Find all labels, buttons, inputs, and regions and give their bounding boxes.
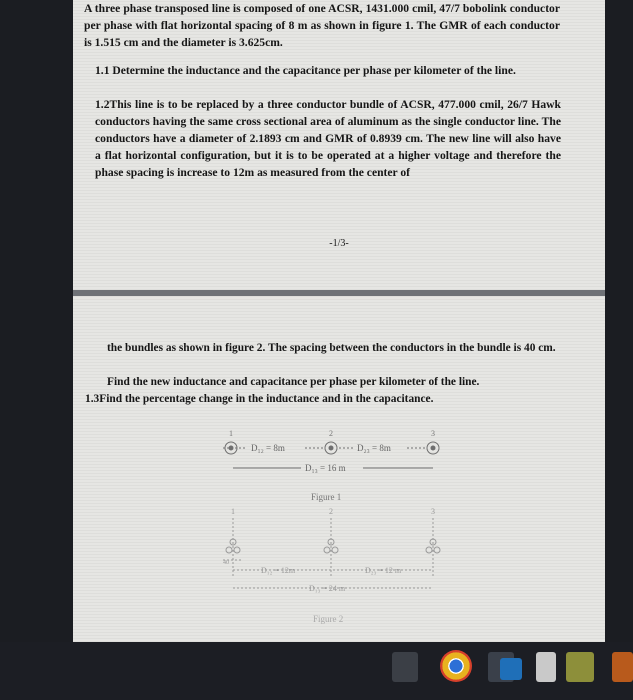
taskbar: [0, 642, 633, 700]
fig1-label-3: 3: [431, 429, 435, 438]
question-1-2-continued: the bundles as shown in figure 2. The spacing between the conductors in the bundle is 40 cm.: [107, 342, 556, 354]
fig2-d12: D₁₂ = 12m: [261, 566, 296, 575]
figure-2: [223, 518, 440, 588]
fig1-d12: D₁₂ = 8m: [251, 443, 285, 453]
document-page-1: [73, 0, 605, 290]
app-icon[interactable]: [612, 652, 633, 682]
figure-1-caption: Figure 1: [311, 492, 342, 502]
question-1-3: 1.3Find the percentage change in the inductance and in the capacitance.: [85, 393, 434, 405]
find-instruction: Find the new inductance and capacitance per phase per kilometer of the line.: [107, 376, 480, 388]
store-icon[interactable]: [566, 652, 594, 682]
fig2-d23: D₂₃ = 12 m: [365, 566, 402, 575]
photos-icon[interactable]: [500, 658, 522, 680]
lock-icon[interactable]: [536, 652, 556, 682]
fig1-label-1: 1: [229, 429, 233, 438]
fig2-d13: D₁₃ = 24 m: [309, 584, 346, 593]
figures: [73, 416, 605, 642]
fig1-d23: D₂₃ = 8m: [357, 443, 391, 453]
question-1-2: 1.2This line is to be replaced by a three conductor bundle of ACSR, 477.000 cmil, 26/7 Hawk conductors having the same cross sectional area of aluminum as the single conductor line. The conductors have a diameter of 2.1893 cm and GMR of 0.8939 cm. The new line will also have a flat horizontal configuration, but it is to be operated at a higher voltage and therefore the phase spacing is increase to 12m as measured from the center of: [95, 98, 561, 179]
document-page-2: [73, 296, 605, 642]
question-1-1: 1.1 Determine the inductance and the capacitance per phase per kilometer of the line.: [95, 64, 516, 77]
calculator-icon[interactable]: [392, 652, 418, 682]
fig2-label-2: 2: [329, 507, 333, 516]
page-number: -1/3-: [329, 238, 349, 249]
fig2-label-3: 3: [431, 507, 435, 516]
problem-intro: A three phase transposed line is composed of one ACSR, 1431.000 cmil, 47/7 bobolink conductor per phase with flat horizontal spacing of 8 m as shown in figure 1. The GMR of each conductor is 1.515 cm and the diameter is 3.625cm.: [84, 2, 560, 49]
fig2-label-1: 1: [231, 507, 235, 516]
fig1-label-2: 2: [329, 429, 333, 438]
figure-2-caption: Figure 2: [313, 614, 344, 624]
fig1-d13: D₁₃ = 16 m: [305, 463, 346, 473]
chrome-icon[interactable]: [440, 650, 472, 682]
fig2-spacing: 40: [223, 560, 229, 566]
